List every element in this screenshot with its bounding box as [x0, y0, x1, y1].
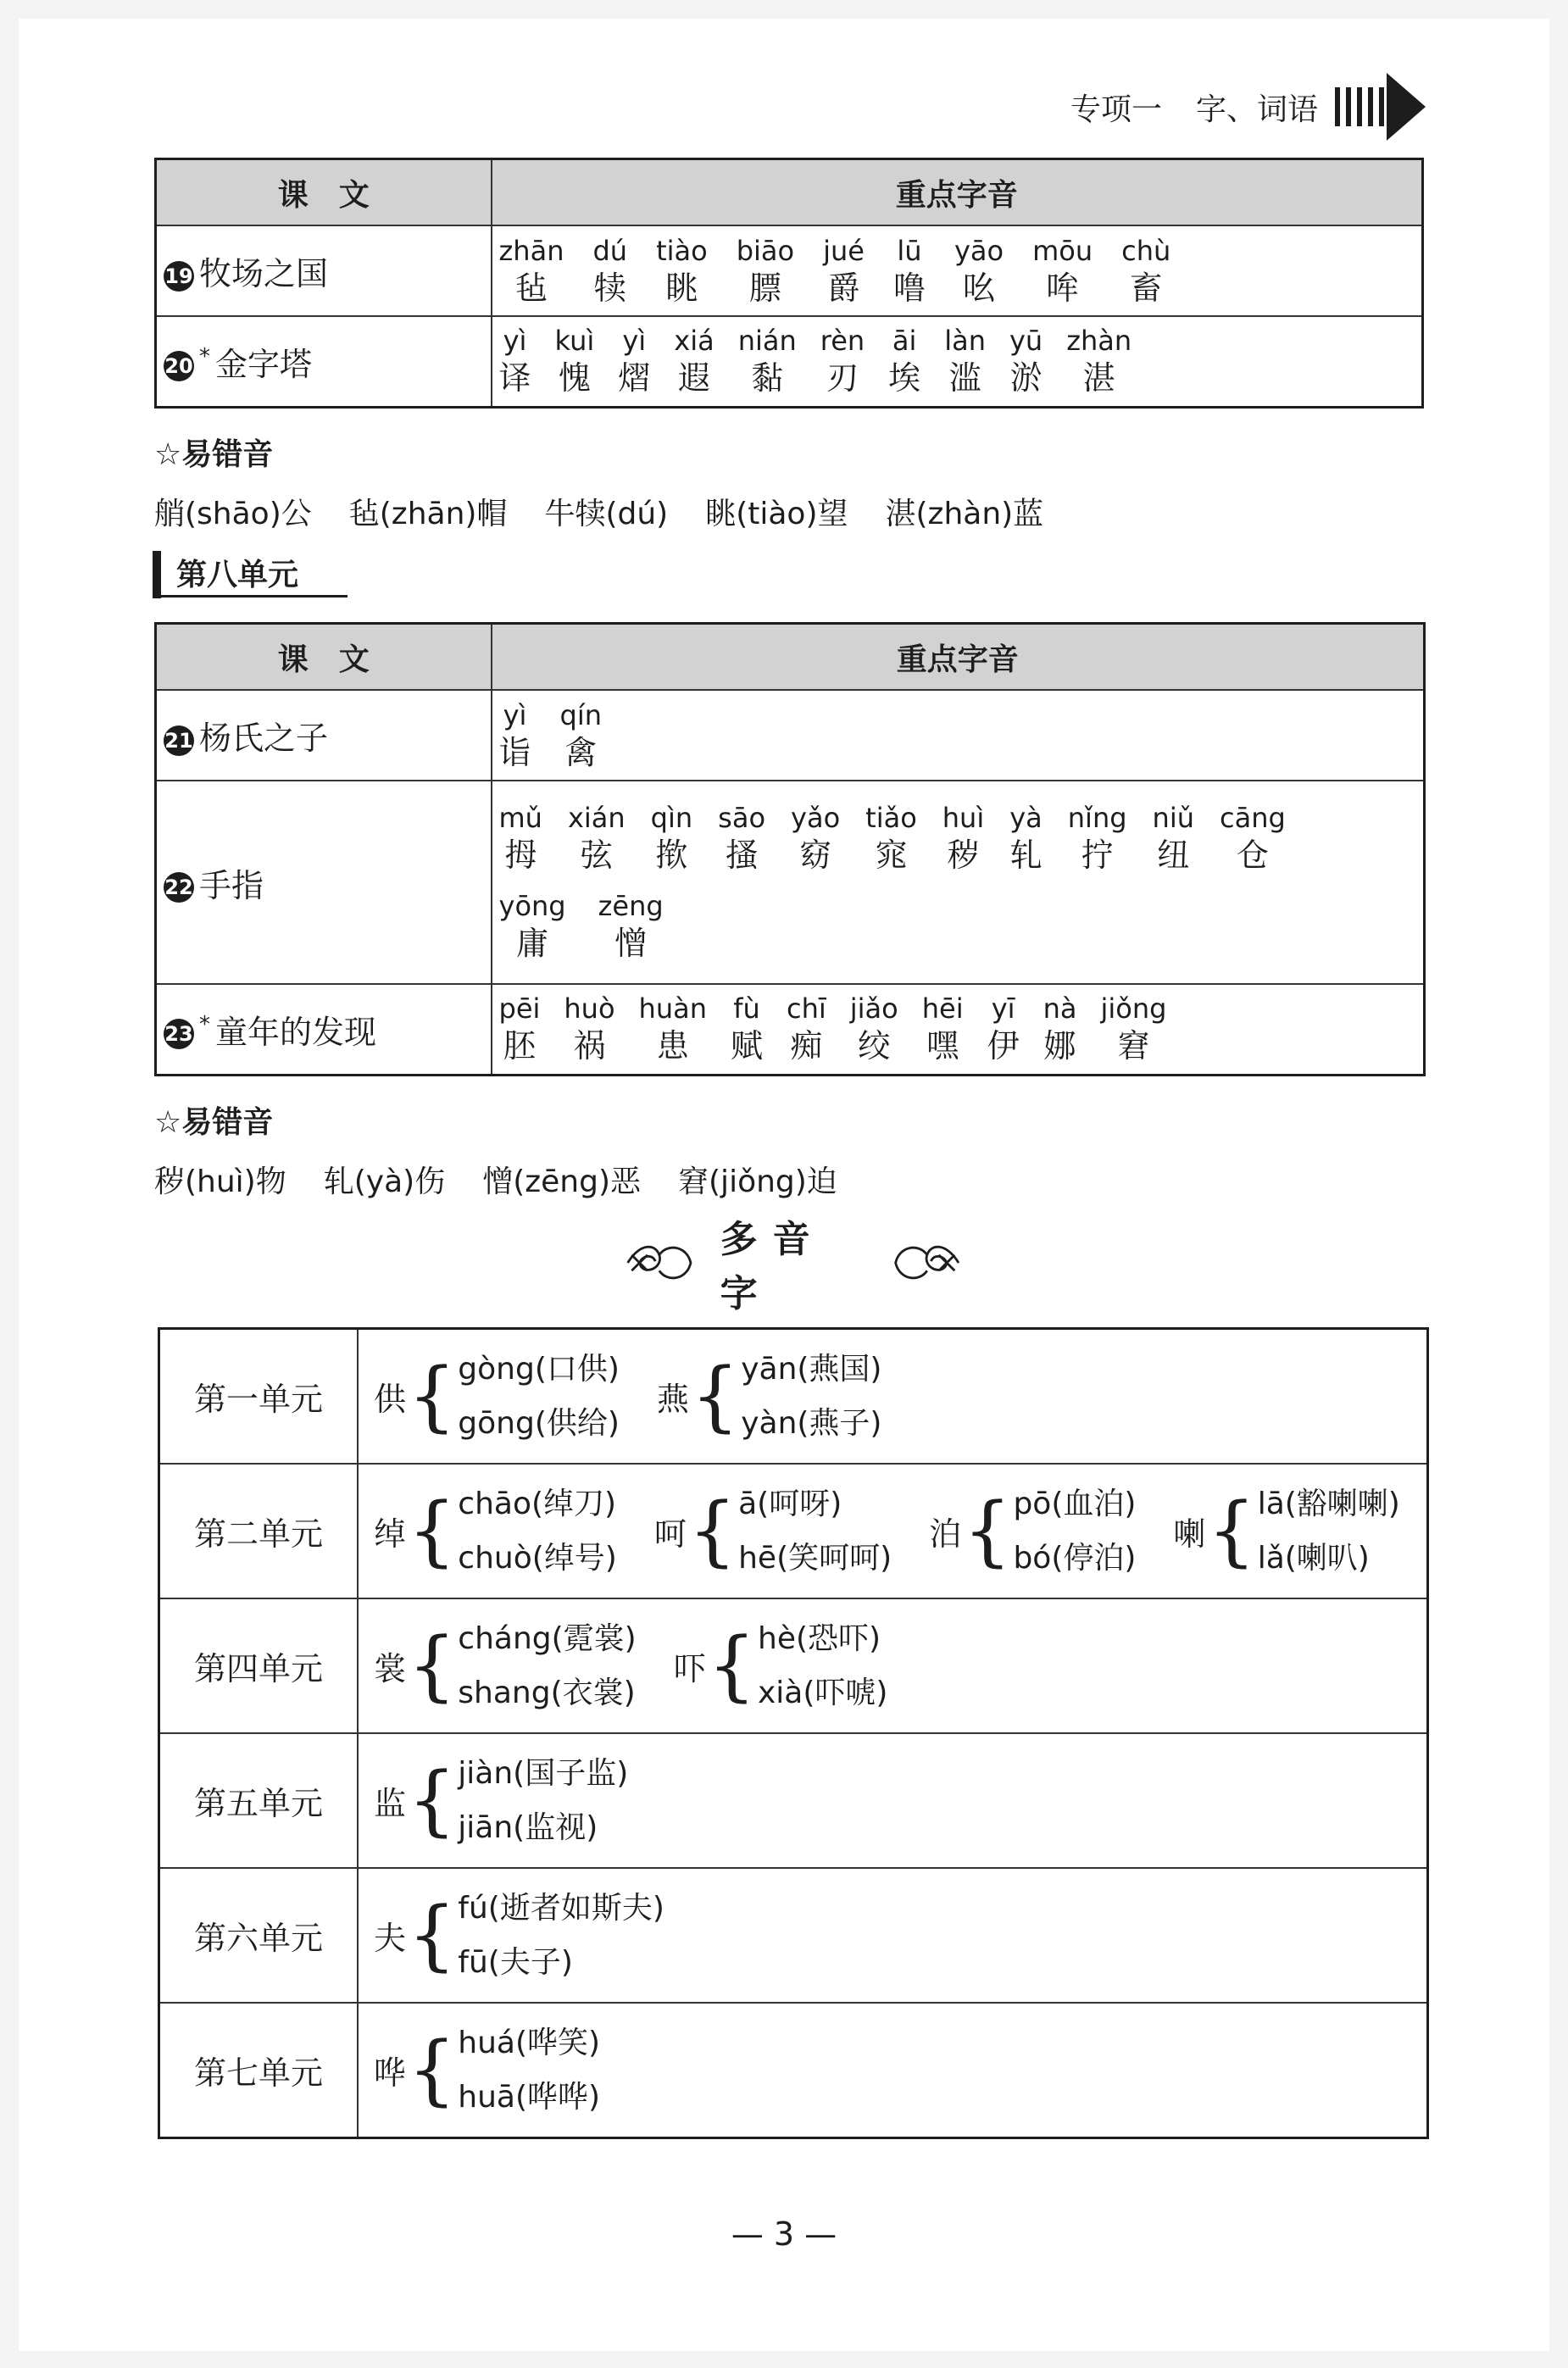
char-pinyin-pair — [1009, 801, 1043, 875]
pinyin: niǔ — [1152, 802, 1194, 834]
brace-icon: { — [963, 1486, 1012, 1576]
char-pinyin-pair — [1068, 801, 1127, 875]
pinyin: nǐng — [1067, 802, 1127, 834]
col-header-key-pronunciation: 重点字音 — [492, 624, 1425, 691]
polyphone-group — [654, 1477, 892, 1586]
polyphone-char: 喇 — [1173, 1515, 1206, 1553]
arrow-right-icon — [1387, 73, 1426, 141]
table-row — [159, 1598, 1428, 1733]
hanzi: 绞 — [858, 1027, 891, 1065]
char-pinyin-pair — [944, 324, 986, 398]
header-bars-decoration — [1335, 87, 1390, 126]
hanzi: 祸 — [573, 1027, 606, 1065]
error-prone-item: 窘(jiǒng)迫 — [678, 1165, 837, 1199]
table-row — [156, 316, 1423, 407]
brace-icon: { — [408, 1890, 457, 1980]
lesson-number-badge: 20 — [164, 351, 194, 381]
char-pinyin-pair — [1121, 234, 1170, 309]
hanzi: 轧 — [1009, 837, 1043, 874]
error-prone-list — [154, 1158, 875, 1201]
polyphone-cell — [358, 1733, 1428, 1868]
table-row — [156, 781, 1425, 984]
char-pinyin-pair — [499, 698, 531, 773]
polyphone-group — [374, 1612, 637, 1720]
section-title: 字、词语 — [1195, 92, 1318, 127]
polyphone-char: 泊 — [929, 1515, 962, 1553]
error-prone-item: 秽(huì)物 — [154, 1165, 286, 1199]
brace-icon: { — [687, 1486, 737, 1576]
polyphone-char: 绰 — [374, 1515, 407, 1553]
hanzi: 刃 — [826, 359, 859, 397]
pinyin: mǔ — [498, 802, 542, 834]
char-pinyin-pair — [651, 801, 692, 875]
polyphone-group — [374, 2016, 600, 2125]
optional-marker: * — [199, 1012, 210, 1038]
pinyin: biāo — [736, 234, 795, 267]
char-pinyin-pair — [1066, 324, 1132, 398]
pinyin: fù — [733, 992, 760, 1026]
brace-icon: { — [1207, 1486, 1256, 1576]
hanzi: 噜 — [892, 269, 926, 307]
readings — [458, 1747, 628, 1855]
table-row — [159, 1868, 1428, 2003]
readings — [1258, 1477, 1400, 1586]
error-prone-item: 眺(tiào)望 — [705, 497, 848, 531]
hanzi: 赋 — [730, 1027, 763, 1065]
brace-icon: { — [690, 1351, 740, 1441]
polyphone-char: 夫 — [374, 1920, 407, 1957]
polyphone-group — [374, 1477, 617, 1586]
readings — [458, 1477, 617, 1586]
pinyin: yà — [1009, 802, 1043, 834]
reading: huá(哗笑) — [458, 2025, 601, 2060]
reading: yān(燕国) — [741, 1351, 882, 1387]
char-pinyin-pair — [922, 992, 964, 1066]
pinyin: huì — [942, 802, 985, 834]
ornament-left-icon — [624, 1237, 695, 1288]
pinyin: zhàn — [1066, 325, 1132, 358]
pinyin: huàn — [638, 992, 707, 1026]
hanzi: 禽 — [564, 733, 598, 771]
polyphone-cell — [358, 1329, 1428, 1465]
lesson-title: 牧场之国 — [199, 255, 329, 292]
char-pinyin-pair — [737, 234, 794, 309]
pinyin: mōu — [1032, 234, 1093, 267]
pinyin: jiǒng — [1100, 992, 1167, 1026]
hanzi: 译 — [498, 359, 531, 397]
char-pinyin-pair — [564, 992, 614, 1066]
pinyin: yī — [991, 992, 1015, 1026]
hanzi: 弦 — [580, 837, 613, 874]
polyphone-table — [158, 1327, 1429, 2139]
polyphone-title-text: 多音字 — [720, 1218, 826, 1315]
brace-icon: { — [408, 1755, 457, 1845]
unit-cell: 第六单元 — [159, 1868, 359, 2003]
table-row — [159, 2003, 1428, 2138]
readings — [458, 1612, 636, 1720]
polyphone-group — [1173, 1477, 1399, 1586]
optional-marker: * — [199, 344, 210, 370]
error-prone-item: 毡(zhān)帽 — [348, 497, 508, 531]
error-prone-item: 牛犊(dú) — [544, 497, 669, 531]
char-pinyin-pair — [1101, 992, 1167, 1066]
char-pinyin-pair — [787, 992, 826, 1066]
hanzi: 搔 — [726, 837, 759, 874]
char-pinyin-pair — [987, 992, 1020, 1066]
unit-cell: 第二单元 — [159, 1464, 359, 1598]
page-number: — 3 — — [731, 2215, 837, 2253]
reading: cháng(霓裳) — [458, 1620, 637, 1656]
hanzi: 窕 — [875, 837, 908, 874]
hanzi: 拇 — [504, 837, 537, 874]
char-pinyin-pair — [499, 234, 564, 309]
lesson-number-badge: 23 — [164, 1019, 194, 1049]
polyphone-char: 呵 — [653, 1515, 687, 1553]
pinyin: yì — [503, 325, 527, 358]
pinyin: chī — [787, 992, 826, 1026]
brace-icon: { — [408, 1486, 457, 1576]
pinyin: yāo — [954, 234, 1004, 267]
pinyin: chù — [1121, 234, 1171, 267]
polyphone-group — [674, 1612, 888, 1720]
pinyin: rèn — [820, 325, 865, 358]
readings — [758, 1612, 887, 1720]
polyphone-cell — [358, 1598, 1428, 1733]
char-pinyin-pair — [499, 801, 542, 875]
reading: gòng(口供) — [458, 1351, 620, 1387]
pinyin: nián — [737, 325, 797, 358]
pinyin: cāng — [1219, 802, 1286, 834]
char-pinyin-pair — [560, 698, 602, 773]
hanzi: 诣 — [498, 733, 531, 771]
hanzi: 膘 — [748, 269, 781, 307]
polyphone-char: 裳 — [374, 1650, 407, 1687]
char-cell — [492, 984, 1425, 1075]
reading: fū(夫子) — [458, 1944, 573, 1980]
hanzi: 庸 — [516, 925, 549, 962]
polyphone-group — [374, 1882, 664, 1990]
lesson-title: 金字塔 — [215, 345, 313, 383]
pinyin: jiǎo — [849, 992, 898, 1026]
hanzi: 滥 — [948, 359, 981, 397]
char-pinyin-pair — [499, 324, 531, 398]
readings — [458, 1882, 664, 1990]
hanzi: 纽 — [1157, 837, 1190, 874]
brace-icon: { — [408, 2025, 457, 2115]
pinyin: xiá — [674, 325, 714, 358]
error-prone-item: 艄(shāo)公 — [154, 497, 312, 531]
hanzi: 犊 — [593, 269, 626, 307]
lesson-title-cell — [156, 984, 492, 1075]
polyphone-group — [374, 1342, 620, 1451]
brace-icon: { — [408, 1620, 457, 1710]
hanzi: 仓 — [1236, 837, 1269, 874]
lesson-title-cell — [156, 316, 492, 407]
polyphone-group — [929, 1477, 1136, 1586]
pinyin: zhān — [498, 234, 564, 267]
error-prone-item: 憎(zēng)恶 — [482, 1165, 642, 1199]
hanzi: 伊 — [987, 1027, 1020, 1065]
polyphone-char: 供 — [374, 1381, 407, 1418]
hanzi: 窘 — [1117, 1027, 1150, 1065]
char-cell — [492, 225, 1423, 316]
unit-title: 第八单元 — [176, 558, 299, 592]
polyphone-char: 燕 — [656, 1381, 689, 1418]
char-pinyin-pair — [1009, 324, 1043, 398]
ornament-right-icon — [892, 1237, 963, 1288]
hanzi: 吆 — [963, 269, 996, 307]
char-pinyin-pair — [942, 801, 984, 875]
char-pinyin-pair — [674, 324, 714, 398]
pinyin: sāo — [718, 802, 766, 834]
hanzi: 淤 — [1009, 359, 1043, 397]
char-pinyin-pair — [499, 889, 566, 964]
unit-cell: 第五单元 — [159, 1733, 359, 1868]
pinyin: dú — [592, 234, 628, 267]
table-row — [156, 225, 1423, 316]
lesson-title: 手指 — [199, 866, 264, 904]
char-pinyin-pair — [865, 801, 917, 875]
char-pinyin-pair — [888, 324, 920, 398]
char-pinyin-pair — [639, 992, 707, 1066]
pinyin: jué — [823, 234, 865, 267]
unit-cell: 第一单元 — [159, 1329, 359, 1465]
lesson-title-cell — [156, 781, 492, 984]
readings — [741, 1342, 881, 1451]
reading: huā(哗哗) — [458, 2079, 601, 2115]
hanzi: 娜 — [1043, 1027, 1076, 1065]
char-pinyin-pair — [1043, 992, 1077, 1066]
polyphone-group — [657, 1342, 882, 1451]
pinyin: nà — [1043, 992, 1077, 1026]
polyphone-cell — [358, 1868, 1428, 2003]
pinyin: yì — [503, 698, 527, 731]
hanzi: 揿 — [655, 837, 688, 874]
reading: bó(停泊) — [1013, 1540, 1137, 1576]
polyphone-group — [374, 1747, 628, 1855]
readings — [738, 1477, 892, 1586]
polyphone-cell — [358, 2003, 1428, 2138]
readings — [1013, 1477, 1136, 1586]
page-header — [1070, 73, 1426, 141]
char-cell — [492, 781, 1425, 984]
reading: hè(恐吓) — [758, 1620, 881, 1656]
table-row — [159, 1329, 1428, 1465]
table-row — [156, 690, 1425, 781]
char-pinyin-pair — [954, 234, 1004, 309]
char-pinyin-pair — [820, 324, 865, 398]
polyphone-char: 哗 — [374, 2054, 407, 2092]
hanzi: 哞 — [1046, 269, 1079, 307]
lesson-title-cell — [156, 690, 492, 781]
pinyin: huò — [564, 992, 615, 1026]
lesson-number-badge: 22 — [164, 872, 194, 903]
error-prone-label: ☆易错音 — [154, 437, 274, 472]
lesson-title: 杨氏之子 — [199, 720, 329, 757]
hanzi: 眺 — [665, 269, 698, 307]
reading: chāo(绰刀) — [458, 1486, 617, 1521]
hanzi: 熠 — [618, 359, 651, 397]
char-pinyin-pair — [598, 889, 664, 964]
pinyin: hēi — [921, 992, 964, 1026]
lesson-number-badge: 19 — [164, 261, 194, 292]
hanzi: 爵 — [827, 269, 860, 307]
reading: shang(衣裳) — [458, 1675, 636, 1710]
char-pinyin-pair — [731, 992, 763, 1066]
table-row — [159, 1733, 1428, 1868]
hanzi: 窈 — [799, 837, 832, 874]
pinyin: làn — [944, 325, 986, 358]
reading: xià(吓唬) — [758, 1675, 888, 1710]
hanzi: 嘿 — [926, 1027, 959, 1065]
col-header-lesson: 课 文 — [156, 159, 492, 226]
course-table-unit7 — [154, 158, 1424, 409]
col-header-lesson: 课 文 — [156, 624, 492, 691]
pinyin: yū — [1009, 325, 1043, 358]
hanzi: 遐 — [677, 359, 710, 397]
char-cell — [492, 316, 1423, 407]
char-cell — [492, 690, 1425, 781]
char-pinyin-pair — [1153, 801, 1194, 875]
hanzi: 埃 — [888, 359, 921, 397]
hanzi: 秽 — [947, 837, 980, 874]
pinyin: qìn — [650, 802, 693, 834]
col-header-key-pronunciation: 重点字音 — [492, 159, 1423, 226]
course-table-unit8 — [154, 622, 1426, 1076]
pinyin: yǎo — [791, 802, 841, 834]
char-pinyin-pair — [1032, 234, 1093, 309]
table-row — [159, 1464, 1428, 1598]
char-pinyin-pair — [893, 234, 926, 309]
hanzi: 拧 — [1081, 837, 1114, 874]
char-pinyin-pair — [1220, 801, 1286, 875]
char-pinyin-pair — [738, 324, 797, 398]
char-pinyin-pair — [823, 234, 865, 309]
pinyin: yōng — [498, 890, 566, 922]
reading: ā(呵呀) — [738, 1486, 842, 1521]
table-row — [156, 984, 1425, 1075]
reading: lā(豁喇喇) — [1257, 1486, 1400, 1521]
char-pinyin-pair — [568, 801, 626, 875]
error-prone-item: 轧(yà)伤 — [323, 1165, 446, 1199]
polyphone-char: 监 — [374, 1785, 407, 1822]
readings — [458, 1342, 620, 1451]
lesson-number-badge: 21 — [164, 725, 194, 756]
error-prone-list — [154, 490, 1081, 533]
lesson-title-cell — [156, 225, 492, 316]
hanzi: 毡 — [514, 269, 548, 307]
char-pinyin-pair — [555, 324, 595, 398]
hanzi: 痴 — [790, 1027, 823, 1065]
char-pinyin-pair — [499, 992, 541, 1066]
error-prone-label: ☆易错音 — [154, 1105, 274, 1140]
hanzi: 畜 — [1130, 269, 1163, 307]
char-pinyin-pair — [718, 801, 765, 875]
unit-heading — [153, 551, 341, 595]
reading: yàn(燕子) — [741, 1405, 882, 1441]
unit-cell: 第四单元 — [159, 1598, 359, 1733]
reading: fú(逝者如斯夫) — [458, 1890, 664, 1926]
hanzi: 胚 — [503, 1027, 536, 1065]
polyphone-section-title — [624, 1218, 963, 1315]
char-pinyin-pair — [618, 324, 650, 398]
pinyin: pēi — [498, 992, 541, 1026]
brace-icon: { — [408, 1351, 457, 1441]
hanzi: 愧 — [558, 359, 591, 397]
reading: jiān(监视) — [458, 1809, 598, 1845]
reading: lǎ(喇叭) — [1257, 1540, 1370, 1576]
pinyin: xián — [567, 802, 626, 834]
lesson-title: 童年的发现 — [215, 1013, 377, 1051]
error-prone-item: 湛(zhàn)蓝 — [885, 497, 1044, 531]
char-pinyin-pair — [656, 234, 708, 309]
brace-icon: { — [707, 1620, 756, 1710]
pinyin: āi — [892, 325, 917, 358]
polyphone-cell — [358, 1464, 1428, 1598]
reading: hē(笑呵呵) — [738, 1540, 892, 1576]
section-label: 专项一 — [1070, 92, 1162, 127]
unit-cell: 第七单元 — [159, 2003, 359, 2138]
char-pinyin-pair — [850, 992, 898, 1066]
pinyin: zēng — [598, 890, 664, 922]
pinyin: kuì — [554, 325, 595, 358]
pinyin: lū — [897, 234, 922, 267]
reading: gōng(供给) — [458, 1405, 620, 1441]
char-pinyin-pair — [592, 234, 627, 309]
pinyin: tiǎo — [865, 802, 917, 834]
pinyin: qín — [559, 698, 602, 731]
char-pinyin-pair — [791, 801, 840, 875]
hanzi: 憎 — [614, 925, 648, 962]
reading: pō(血泊) — [1013, 1486, 1137, 1521]
hanzi: 患 — [656, 1027, 689, 1065]
reading: chuò(绰号) — [458, 1540, 617, 1576]
polyphone-char: 吓 — [673, 1650, 706, 1687]
readings — [458, 2016, 600, 2125]
reading: jiàn(国子监) — [458, 1755, 629, 1791]
pinyin: tiào — [656, 234, 708, 267]
hanzi: 黏 — [751, 359, 784, 397]
hanzi: 湛 — [1082, 359, 1115, 397]
pinyin: yì — [622, 325, 647, 358]
